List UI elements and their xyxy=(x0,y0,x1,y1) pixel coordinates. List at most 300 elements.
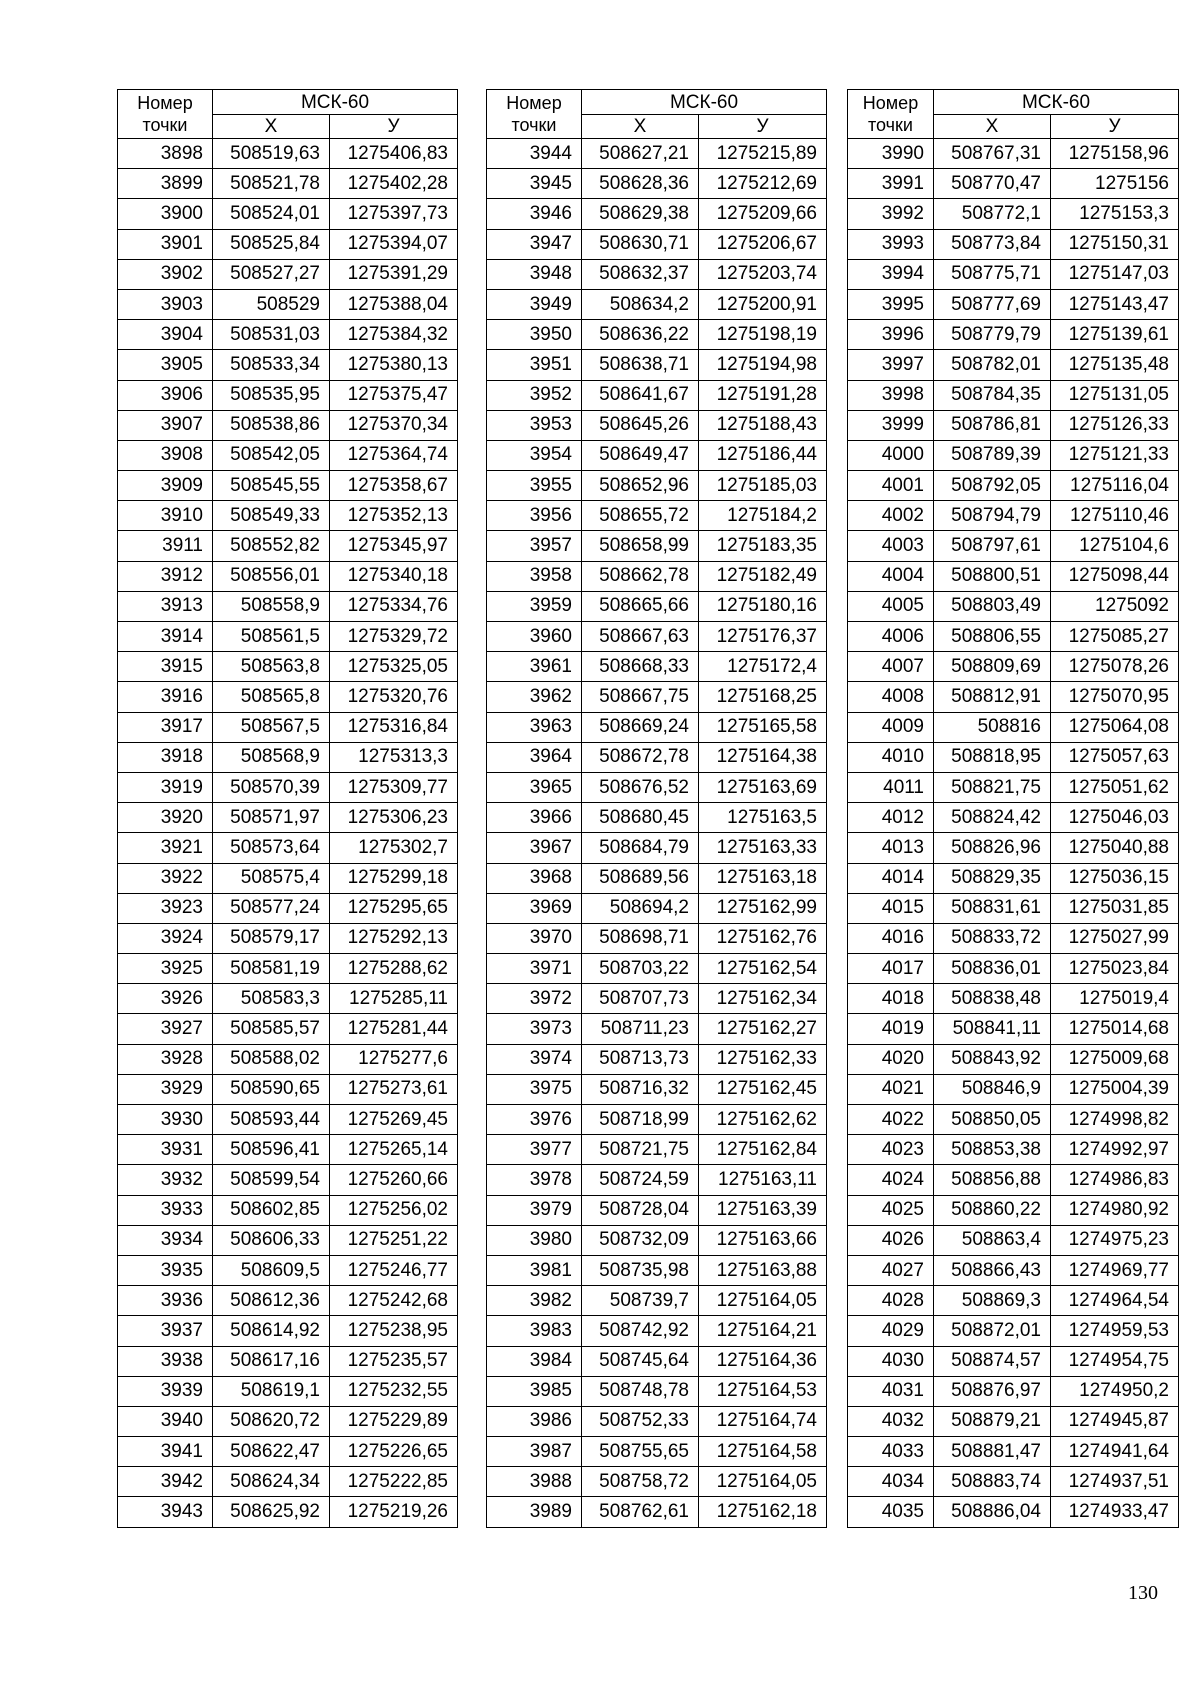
table-row xyxy=(487,139,827,169)
y-coordinate-cell: 1275031,85 xyxy=(1051,893,1179,923)
point-number-cell: 4021 xyxy=(848,1074,934,1104)
table-row xyxy=(118,1346,458,1376)
x-coordinate-cell: 508533,34 xyxy=(213,350,330,380)
x-coordinate-cell: 508649,47 xyxy=(582,440,699,470)
y-coordinate-cell: 1275320,76 xyxy=(330,682,458,712)
point-number-cell: 3995 xyxy=(848,289,934,319)
y-coordinate-cell: 1275288,62 xyxy=(330,954,458,984)
x-coordinate-cell: 508521,78 xyxy=(213,169,330,199)
table-row xyxy=(118,954,458,984)
x-coordinate-cell: 508866,43 xyxy=(934,1255,1051,1285)
table-row xyxy=(848,410,1179,440)
y-coordinate-cell: 1275203,74 xyxy=(699,259,827,289)
coordinates-table-1 xyxy=(117,89,458,1528)
point-number-cell: 3992 xyxy=(848,199,934,229)
table-row xyxy=(118,350,458,380)
point-number-cell: 4017 xyxy=(848,954,934,984)
table-row xyxy=(487,199,827,229)
x-coordinate-cell: 508886,04 xyxy=(934,1497,1051,1527)
x-coordinate-cell: 508596,41 xyxy=(213,1135,330,1165)
point-number-cell: 3937 xyxy=(118,1316,213,1346)
point-number-cell: 3962 xyxy=(487,682,582,712)
y-coordinate-cell: 1274998,82 xyxy=(1051,1105,1179,1135)
y-coordinate-cell: 1275153,3 xyxy=(1051,199,1179,229)
point-number-cell: 4033 xyxy=(848,1437,934,1467)
point-number-cell: 3929 xyxy=(118,1074,213,1104)
point-number-cell: 4026 xyxy=(848,1225,934,1255)
x-coordinate-cell: 508556,01 xyxy=(213,561,330,591)
x-coordinate-cell: 508573,64 xyxy=(213,833,330,863)
point-number-cell: 3990 xyxy=(848,139,934,169)
point-number-cell: 4013 xyxy=(848,833,934,863)
y-coordinate-cell: 1275121,33 xyxy=(1051,440,1179,470)
x-coordinate-cell: 508625,92 xyxy=(213,1497,330,1527)
x-coordinate-cell: 508789,39 xyxy=(934,440,1051,470)
x-coordinate-cell: 508806,55 xyxy=(934,622,1051,652)
x-coordinate-cell: 508742,92 xyxy=(582,1316,699,1346)
table-row xyxy=(848,1437,1179,1467)
table-row xyxy=(848,229,1179,259)
header-point-number: Номер точки xyxy=(848,90,934,139)
x-coordinate-cell: 508739,7 xyxy=(582,1286,699,1316)
x-coordinate-cell: 508831,61 xyxy=(934,893,1051,923)
x-coordinate-cell: 508838,48 xyxy=(934,984,1051,1014)
header-crs: МСК-60 xyxy=(213,90,458,115)
x-coordinate-cell: 508609,5 xyxy=(213,1255,330,1285)
y-coordinate-cell: 1275164,36 xyxy=(699,1346,827,1376)
table-row xyxy=(848,1135,1179,1165)
x-coordinate-cell: 508680,45 xyxy=(582,803,699,833)
table-row xyxy=(848,1346,1179,1376)
x-coordinate-cell: 508782,01 xyxy=(934,350,1051,380)
x-coordinate-cell: 508777,69 xyxy=(934,289,1051,319)
y-coordinate-cell: 1274959,53 xyxy=(1051,1316,1179,1346)
y-coordinate-cell: 1275164,38 xyxy=(699,742,827,772)
table-row xyxy=(487,531,827,561)
x-coordinate-cell: 508617,16 xyxy=(213,1346,330,1376)
x-coordinate-cell: 508784,35 xyxy=(934,380,1051,410)
x-coordinate-cell: 508836,01 xyxy=(934,954,1051,984)
point-number-cell: 4028 xyxy=(848,1286,934,1316)
y-coordinate-cell: 1275316,84 xyxy=(330,712,458,742)
table-row xyxy=(487,1497,827,1527)
x-coordinate-cell: 508721,75 xyxy=(582,1135,699,1165)
x-coordinate-cell: 508571,97 xyxy=(213,803,330,833)
x-coordinate-cell: 508629,38 xyxy=(582,199,699,229)
x-coordinate-cell: 508826,96 xyxy=(934,833,1051,863)
table-row xyxy=(118,440,458,470)
point-number-cell: 3968 xyxy=(487,863,582,893)
point-number-cell: 4012 xyxy=(848,803,934,833)
y-coordinate-cell: 1274992,97 xyxy=(1051,1135,1179,1165)
table-row xyxy=(118,772,458,802)
point-number-cell: 3960 xyxy=(487,622,582,652)
x-coordinate-cell: 508563,8 xyxy=(213,652,330,682)
table-row xyxy=(118,1497,458,1527)
point-number-cell: 3947 xyxy=(487,229,582,259)
x-coordinate-cell: 508581,19 xyxy=(213,954,330,984)
table-row xyxy=(848,471,1179,501)
point-number-cell: 3899 xyxy=(118,169,213,199)
y-coordinate-cell: 1275110,46 xyxy=(1051,501,1179,531)
point-number-cell: 3946 xyxy=(487,199,582,229)
point-number-cell: 3986 xyxy=(487,1406,582,1436)
table-row xyxy=(118,1044,458,1074)
y-coordinate-cell: 1275162,33 xyxy=(699,1044,827,1074)
header-x: Х xyxy=(582,115,699,139)
point-number-cell: 3984 xyxy=(487,1346,582,1376)
x-coordinate-cell: 508829,35 xyxy=(934,863,1051,893)
y-coordinate-cell: 1275158,96 xyxy=(1051,139,1179,169)
x-coordinate-cell: 508843,92 xyxy=(934,1044,1051,1074)
x-coordinate-cell: 508748,78 xyxy=(582,1376,699,1406)
y-coordinate-cell: 1275163,33 xyxy=(699,833,827,863)
x-coordinate-cell: 508545,55 xyxy=(213,471,330,501)
y-coordinate-cell: 1275162,76 xyxy=(699,923,827,953)
y-coordinate-cell: 1275325,05 xyxy=(330,652,458,682)
y-coordinate-cell: 1275370,34 xyxy=(330,410,458,440)
table-row xyxy=(487,893,827,923)
point-number-cell: 3902 xyxy=(118,259,213,289)
point-number-cell: 4024 xyxy=(848,1165,934,1195)
point-number-cell: 3953 xyxy=(487,410,582,440)
table-row xyxy=(487,320,827,350)
x-coordinate-cell: 508665,66 xyxy=(582,591,699,621)
y-coordinate-cell: 1275364,74 xyxy=(330,440,458,470)
x-coordinate-cell: 508652,96 xyxy=(582,471,699,501)
point-number-cell: 3922 xyxy=(118,863,213,893)
table-row xyxy=(487,259,827,289)
table-row xyxy=(487,652,827,682)
point-number-cell: 3975 xyxy=(487,1074,582,1104)
table-row xyxy=(848,742,1179,772)
y-coordinate-cell: 1275406,83 xyxy=(330,139,458,169)
y-coordinate-cell: 1275388,04 xyxy=(330,289,458,319)
point-number-cell: 3993 xyxy=(848,229,934,259)
y-coordinate-cell: 1275176,37 xyxy=(699,622,827,652)
point-number-cell: 3938 xyxy=(118,1346,213,1376)
table-row xyxy=(118,1316,458,1346)
point-number-cell: 3978 xyxy=(487,1165,582,1195)
table-row xyxy=(848,712,1179,742)
point-number-cell: 3934 xyxy=(118,1225,213,1255)
x-coordinate-cell: 508627,21 xyxy=(582,139,699,169)
x-coordinate-cell: 508752,33 xyxy=(582,1406,699,1436)
x-coordinate-cell: 508860,22 xyxy=(934,1195,1051,1225)
y-coordinate-cell: 1275078,26 xyxy=(1051,652,1179,682)
y-coordinate-cell: 1275019,4 xyxy=(1051,984,1179,1014)
x-coordinate-cell: 508602,85 xyxy=(213,1195,330,1225)
point-number-cell: 3973 xyxy=(487,1014,582,1044)
table-row xyxy=(118,1467,458,1497)
y-coordinate-cell: 1275172,4 xyxy=(699,652,827,682)
point-number-cell: 3931 xyxy=(118,1135,213,1165)
x-coordinate-cell: 508529 xyxy=(213,289,330,319)
table-row xyxy=(487,923,827,953)
table-row xyxy=(487,169,827,199)
y-coordinate-cell: 1275036,15 xyxy=(1051,863,1179,893)
x-coordinate-cell: 508846,9 xyxy=(934,1074,1051,1104)
y-coordinate-cell: 1275302,7 xyxy=(330,833,458,863)
y-coordinate-cell: 1275273,61 xyxy=(330,1074,458,1104)
point-number-cell: 3907 xyxy=(118,410,213,440)
y-coordinate-cell: 1275394,07 xyxy=(330,229,458,259)
x-coordinate-cell: 508662,78 xyxy=(582,561,699,591)
table-row xyxy=(118,1406,458,1436)
table-row xyxy=(118,259,458,289)
y-coordinate-cell: 1275164,74 xyxy=(699,1406,827,1436)
point-number-cell: 3912 xyxy=(118,561,213,591)
x-coordinate-cell: 508624,34 xyxy=(213,1467,330,1497)
x-coordinate-cell: 508872,01 xyxy=(934,1316,1051,1346)
y-coordinate-cell: 1275212,69 xyxy=(699,169,827,199)
x-coordinate-cell: 508568,9 xyxy=(213,742,330,772)
point-number-cell: 3949 xyxy=(487,289,582,319)
table-row xyxy=(848,259,1179,289)
x-coordinate-cell: 508841,11 xyxy=(934,1014,1051,1044)
table-row xyxy=(118,1255,458,1285)
point-number-cell: 3982 xyxy=(487,1286,582,1316)
x-coordinate-cell: 508853,38 xyxy=(934,1135,1051,1165)
x-coordinate-cell: 508645,26 xyxy=(582,410,699,440)
y-coordinate-cell: 1275163,18 xyxy=(699,863,827,893)
y-coordinate-cell: 1275163,11 xyxy=(699,1165,827,1195)
x-coordinate-cell: 508552,82 xyxy=(213,531,330,561)
x-coordinate-cell: 508667,63 xyxy=(582,622,699,652)
table-row xyxy=(848,833,1179,863)
point-number-cell: 3905 xyxy=(118,350,213,380)
coordinates-table-3 xyxy=(847,89,1179,1528)
table-row xyxy=(848,289,1179,319)
y-coordinate-cell: 1275246,77 xyxy=(330,1255,458,1285)
point-number-cell: 4006 xyxy=(848,622,934,652)
table-row xyxy=(848,139,1179,169)
y-coordinate-cell: 1275229,89 xyxy=(330,1406,458,1436)
x-coordinate-cell: 508667,75 xyxy=(582,682,699,712)
table-row xyxy=(848,652,1179,682)
point-number-cell: 4010 xyxy=(848,742,934,772)
y-coordinate-cell: 1275057,63 xyxy=(1051,742,1179,772)
table-row xyxy=(487,712,827,742)
point-number-cell: 3941 xyxy=(118,1437,213,1467)
y-coordinate-cell: 1275180,16 xyxy=(699,591,827,621)
point-number-cell: 3915 xyxy=(118,652,213,682)
y-coordinate-cell: 1274937,51 xyxy=(1051,1467,1179,1497)
y-coordinate-cell: 1275397,73 xyxy=(330,199,458,229)
table-row xyxy=(487,863,827,893)
y-coordinate-cell: 1275277,6 xyxy=(330,1044,458,1074)
x-coordinate-cell: 508583,3 xyxy=(213,984,330,1014)
x-coordinate-cell: 508800,51 xyxy=(934,561,1051,591)
y-coordinate-cell: 1275163,66 xyxy=(699,1225,827,1255)
table-row xyxy=(118,984,458,1014)
point-number-cell: 3914 xyxy=(118,622,213,652)
table-row xyxy=(118,410,458,440)
table-row xyxy=(487,501,827,531)
point-number-cell: 3940 xyxy=(118,1406,213,1436)
point-number-cell: 3904 xyxy=(118,320,213,350)
x-coordinate-cell: 508567,5 xyxy=(213,712,330,742)
table-row xyxy=(487,833,827,863)
table-row xyxy=(848,923,1179,953)
table-row xyxy=(848,1255,1179,1285)
point-number-cell: 4025 xyxy=(848,1195,934,1225)
x-coordinate-cell: 508818,95 xyxy=(934,742,1051,772)
point-number-cell: 3985 xyxy=(487,1376,582,1406)
x-coordinate-cell: 508668,33 xyxy=(582,652,699,682)
table-row xyxy=(848,531,1179,561)
x-coordinate-cell: 508561,5 xyxy=(213,622,330,652)
y-coordinate-cell: 1275116,04 xyxy=(1051,471,1179,501)
table-row xyxy=(487,954,827,984)
point-number-cell: 4030 xyxy=(848,1346,934,1376)
table-row xyxy=(848,1165,1179,1195)
x-coordinate-cell: 508565,8 xyxy=(213,682,330,712)
table-row xyxy=(487,1074,827,1104)
point-number-cell: 3994 xyxy=(848,259,934,289)
x-coordinate-cell: 508812,91 xyxy=(934,682,1051,712)
y-coordinate-cell: 1275131,05 xyxy=(1051,380,1179,410)
x-coordinate-cell: 508622,47 xyxy=(213,1437,330,1467)
point-number-cell: 3961 xyxy=(487,652,582,682)
x-coordinate-cell: 508816 xyxy=(934,712,1051,742)
x-coordinate-cell: 508638,71 xyxy=(582,350,699,380)
y-coordinate-cell: 1275004,39 xyxy=(1051,1074,1179,1104)
y-coordinate-cell: 1275085,27 xyxy=(1051,622,1179,652)
y-coordinate-cell: 1275219,26 xyxy=(330,1497,458,1527)
x-coordinate-cell: 508606,33 xyxy=(213,1225,330,1255)
y-coordinate-cell: 1275186,44 xyxy=(699,440,827,470)
table-row xyxy=(487,803,827,833)
x-coordinate-cell: 508856,88 xyxy=(934,1165,1051,1195)
y-coordinate-cell: 1275070,95 xyxy=(1051,682,1179,712)
x-coordinate-cell: 508732,09 xyxy=(582,1225,699,1255)
y-coordinate-cell: 1275126,33 xyxy=(1051,410,1179,440)
point-number-cell: 3925 xyxy=(118,954,213,984)
y-coordinate-cell: 1275135,48 xyxy=(1051,350,1179,380)
y-coordinate-cell: 1275164,58 xyxy=(699,1437,827,1467)
header-crs: МСК-60 xyxy=(582,90,827,115)
x-coordinate-cell: 508619,1 xyxy=(213,1376,330,1406)
point-number-cell: 3963 xyxy=(487,712,582,742)
table-row xyxy=(118,1014,458,1044)
x-coordinate-cell: 508724,59 xyxy=(582,1165,699,1195)
x-coordinate-cell: 508641,67 xyxy=(582,380,699,410)
table-row xyxy=(848,1286,1179,1316)
x-coordinate-cell: 508735,98 xyxy=(582,1255,699,1285)
table-row xyxy=(848,954,1179,984)
y-coordinate-cell: 1274969,77 xyxy=(1051,1255,1179,1285)
table-row xyxy=(118,471,458,501)
table-row xyxy=(848,1074,1179,1104)
y-coordinate-cell: 1275260,66 xyxy=(330,1165,458,1195)
table-row xyxy=(487,772,827,802)
point-number-cell: 3916 xyxy=(118,682,213,712)
y-coordinate-cell: 1275380,13 xyxy=(330,350,458,380)
point-number-cell: 3958 xyxy=(487,561,582,591)
point-number-cell: 3945 xyxy=(487,169,582,199)
x-coordinate-cell: 508792,05 xyxy=(934,471,1051,501)
table-row xyxy=(118,1286,458,1316)
point-number-cell: 3924 xyxy=(118,923,213,953)
x-coordinate-cell: 508876,97 xyxy=(934,1376,1051,1406)
point-number-cell: 3967 xyxy=(487,833,582,863)
x-coordinate-cell: 508636,22 xyxy=(582,320,699,350)
table-row xyxy=(487,1346,827,1376)
table-row xyxy=(487,1105,827,1135)
header-x: Х xyxy=(213,115,330,139)
point-number-cell: 4005 xyxy=(848,591,934,621)
table-row xyxy=(118,923,458,953)
x-coordinate-cell: 508570,39 xyxy=(213,772,330,802)
table-row xyxy=(848,1195,1179,1225)
y-coordinate-cell: 1275340,18 xyxy=(330,561,458,591)
y-coordinate-cell: 1275064,08 xyxy=(1051,712,1179,742)
table-row xyxy=(487,1467,827,1497)
y-coordinate-cell: 1275163,69 xyxy=(699,772,827,802)
table-row xyxy=(848,803,1179,833)
y-coordinate-cell: 1275009,68 xyxy=(1051,1044,1179,1074)
table-row xyxy=(118,893,458,923)
x-coordinate-cell: 508634,2 xyxy=(582,289,699,319)
point-number-cell: 4035 xyxy=(848,1497,934,1527)
table-row xyxy=(848,320,1179,350)
x-coordinate-cell: 508879,21 xyxy=(934,1406,1051,1436)
x-coordinate-cell: 508794,79 xyxy=(934,501,1051,531)
point-number-cell: 3969 xyxy=(487,893,582,923)
table-row xyxy=(848,440,1179,470)
x-coordinate-cell: 508707,73 xyxy=(582,984,699,1014)
point-number-cell: 4018 xyxy=(848,984,934,1014)
y-coordinate-cell: 1275299,18 xyxy=(330,863,458,893)
table-row xyxy=(848,893,1179,923)
point-number-cell: 3951 xyxy=(487,350,582,380)
y-coordinate-cell: 1275162,27 xyxy=(699,1014,827,1044)
y-coordinate-cell: 1275027,99 xyxy=(1051,923,1179,953)
x-coordinate-cell: 508775,71 xyxy=(934,259,1051,289)
y-coordinate-cell: 1275182,49 xyxy=(699,561,827,591)
point-number-cell: 3996 xyxy=(848,320,934,350)
point-number-cell: 3900 xyxy=(118,199,213,229)
x-coordinate-cell: 508535,95 xyxy=(213,380,330,410)
table-row xyxy=(487,682,827,712)
x-coordinate-cell: 508588,02 xyxy=(213,1044,330,1074)
y-coordinate-cell: 1275051,62 xyxy=(1051,772,1179,802)
x-coordinate-cell: 508628,36 xyxy=(582,169,699,199)
y-coordinate-cell: 1275313,3 xyxy=(330,742,458,772)
table-row xyxy=(118,1165,458,1195)
x-coordinate-cell: 508542,05 xyxy=(213,440,330,470)
point-number-cell: 3959 xyxy=(487,591,582,621)
x-coordinate-cell: 508716,32 xyxy=(582,1074,699,1104)
table-row xyxy=(118,1376,458,1406)
x-coordinate-cell: 508833,72 xyxy=(934,923,1051,953)
table-row xyxy=(487,1135,827,1165)
y-coordinate-cell: 1275191,28 xyxy=(699,380,827,410)
point-number-cell: 3920 xyxy=(118,803,213,833)
table-row xyxy=(118,863,458,893)
table-body xyxy=(118,139,458,1528)
table-row xyxy=(118,320,458,350)
point-number-cell: 3976 xyxy=(487,1105,582,1135)
x-coordinate-cell: 508531,03 xyxy=(213,320,330,350)
x-coordinate-cell: 508599,54 xyxy=(213,1165,330,1195)
x-coordinate-cell: 508809,69 xyxy=(934,652,1051,682)
y-coordinate-cell: 1275162,84 xyxy=(699,1135,827,1165)
x-coordinate-cell: 508694,2 xyxy=(582,893,699,923)
table-row xyxy=(487,984,827,1014)
point-number-cell: 3944 xyxy=(487,139,582,169)
